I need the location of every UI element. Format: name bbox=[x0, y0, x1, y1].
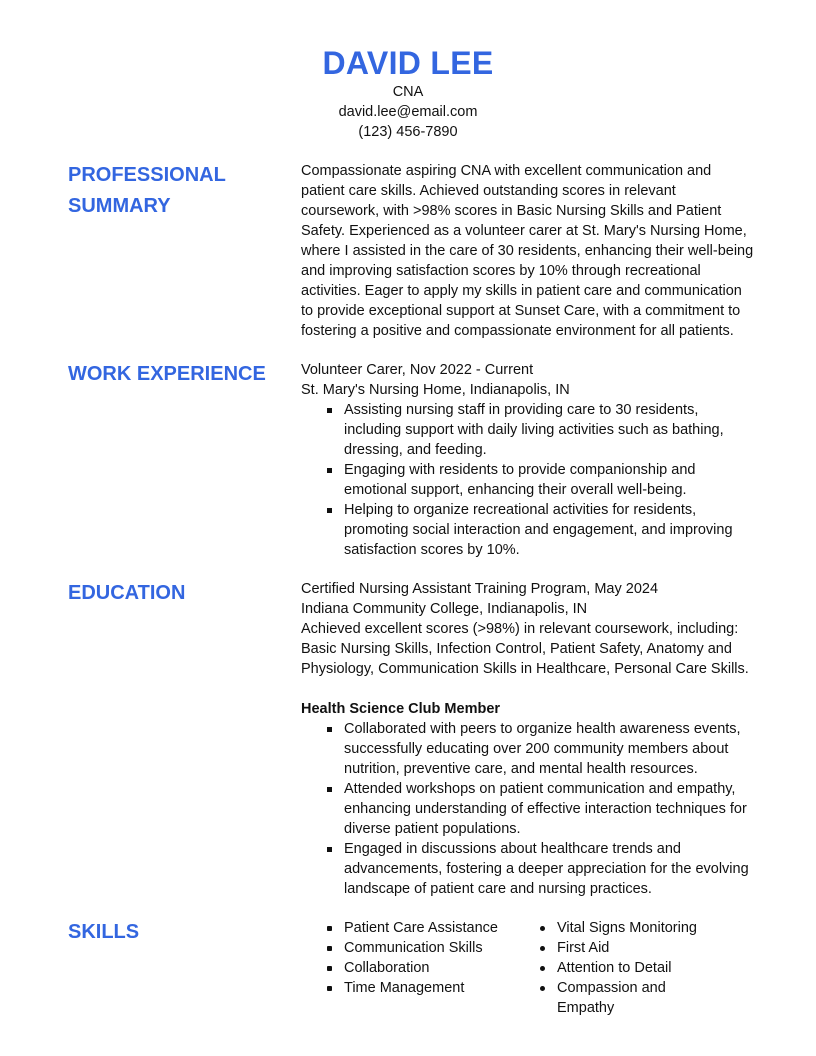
list-item: Engaged in discussions about healthcare trends and advancements, fostering a deeper appreciation for the evolving landscape of patient care and nursing practices. bbox=[344, 839, 756, 899]
phone-number: (123) 456-7890 bbox=[358, 124, 458, 140]
work-role: Volunteer Carer, Nov 2022 - Current bbox=[301, 362, 534, 378]
list-item: Engaging with residents to provide companionship and emotional support, enhancing their overall well-being. bbox=[344, 460, 756, 500]
club-title: Health Science Club Member bbox=[301, 701, 501, 717]
section-title-education: EDUCATION bbox=[68, 582, 186, 604]
candidate-name: DAVID LEE bbox=[322, 45, 494, 81]
list-item: Assisting nursing staff in providing care to 30 residents, including support with daily living activities such as bathing, dressing, and feeding. bbox=[344, 400, 756, 460]
club-bullet-list bbox=[301, 719, 756, 899]
skill-item: Patient Care Assistance bbox=[344, 918, 514, 938]
skills-column-right bbox=[514, 918, 727, 1018]
skill-item: Compassion and Empathy bbox=[557, 978, 727, 1018]
section-title-summary bbox=[68, 160, 278, 222]
section-title-summary-line2: SUMMARY bbox=[68, 195, 171, 217]
skill-item: Time Management bbox=[344, 978, 514, 998]
skill-item: Collaboration bbox=[344, 958, 514, 978]
section-title-summary-line1: PROFESSIONAL bbox=[68, 164, 226, 186]
section-title-work: WORK EXPERIENCE bbox=[68, 363, 266, 385]
education-coursework: Achieved excellent scores (>98%) in relevant coursework, including: Basic Nursing Skills, Infection Control, Patient Safety, Anatomy and Physiology, Communication Skills in Healthcare, Personal Care Skills. bbox=[301, 621, 749, 677]
resume-header bbox=[0, 44, 816, 142]
list-item: Helping to organize recreational activities for residents, promoting social interaction and engagement, and improving satisfaction scores by 10%. bbox=[344, 500, 756, 560]
skill-item: First Aid bbox=[557, 938, 727, 958]
education-program: Certified Nursing Assistant Training Program, May 2024 bbox=[301, 581, 659, 597]
section-title-skills: SKILLS bbox=[68, 921, 140, 943]
education-school: Indiana Community College, Indianapolis, IN bbox=[301, 601, 588, 617]
work-bullet-list bbox=[301, 400, 756, 560]
list-item: Collaborated with peers to organize health awareness events, successfully educating over 200 community members about nutrition, preventive care, and mental health resources. bbox=[344, 719, 756, 779]
skills-column-left bbox=[301, 918, 514, 1018]
email-address: david.lee@email.com bbox=[338, 104, 478, 120]
work-place: St. Mary's Nursing Home, Indianapolis, IN bbox=[301, 382, 570, 398]
list-item: Attended workshops on patient communication and empathy, enhancing understanding of effective interaction techniques for diverse patient populations. bbox=[344, 779, 756, 839]
summary-text: Compassionate aspiring CNA with excellent communication and patient care skills. Achieved outstanding scores in relevant coursework, with >98% scores in Basic Nursing Skills and Patient Safety. Experienced as a volunteer carer at St. Mary's Nursing Home, where I assisted in the care of 30 residents, enhancing their well-being and improving satisfaction scores by 10% through recreational activities. Eager to apply my skills in patient care and communication to provide exceptional support at Sunset Care, with a commitment to fostering a positive and compassionate environment for all patients. bbox=[301, 163, 754, 339]
job-title: CNA bbox=[392, 84, 424, 100]
skills-grid bbox=[301, 918, 756, 1018]
skill-item: Communication Skills bbox=[344, 938, 514, 958]
skill-item: Attention to Detail bbox=[557, 958, 727, 978]
skill-item: Vital Signs Monitoring bbox=[557, 918, 727, 938]
